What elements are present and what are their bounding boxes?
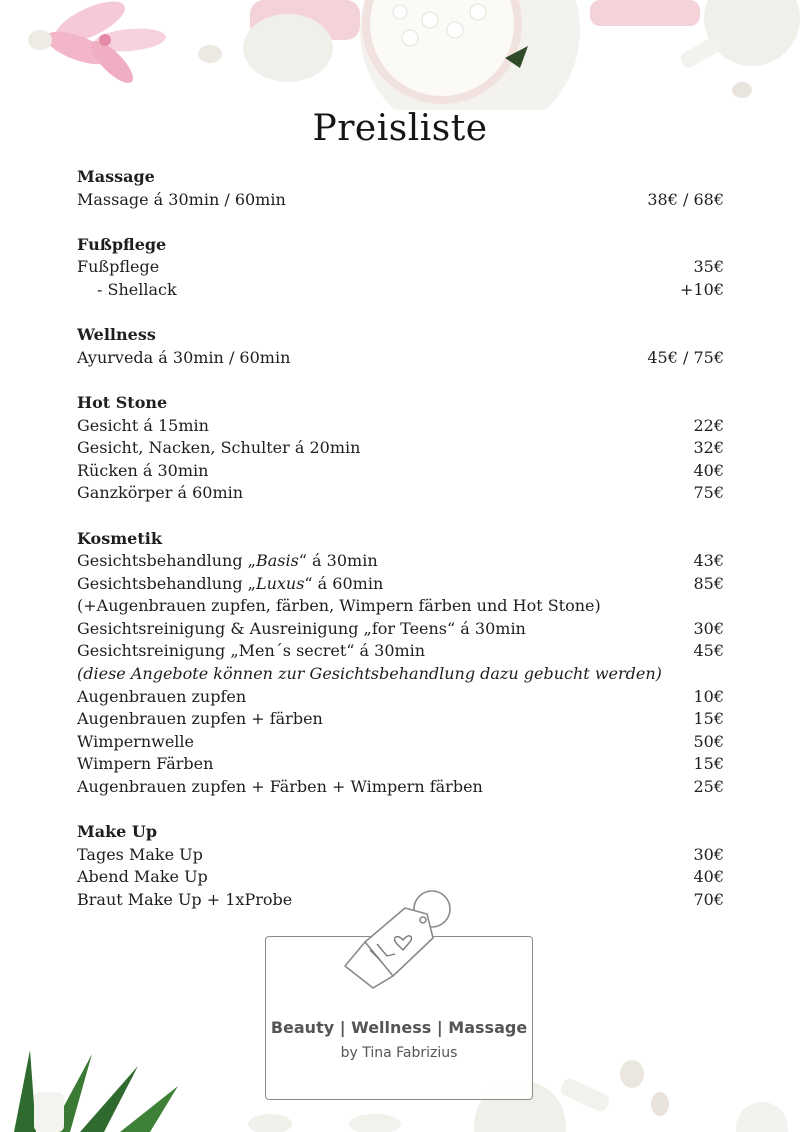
- service-price: 75€: [693, 483, 724, 503]
- service-label: Gesicht, Nacken, Schulter á 20min: [77, 438, 361, 458]
- service-label: - Shellack: [97, 279, 177, 299]
- price-row: [77, 640, 724, 663]
- service-label: Rücken á 30min: [77, 460, 209, 480]
- section-massage: [77, 166, 724, 211]
- section-wellness: [77, 324, 724, 369]
- price-row: [77, 256, 724, 279]
- label-suffix: “ á 30min: [298, 551, 378, 571]
- service-price: 15€: [693, 754, 724, 774]
- service-label: Augenbrauen zupfen + färben: [77, 709, 323, 729]
- flower-bowl-image: [360, 0, 580, 110]
- service-note-italic: (diese Angebote können zur Gesichtsbehandlung dazu gebucht werden): [77, 664, 662, 684]
- service-label: [77, 550, 378, 573]
- service-price: 40€: [693, 867, 724, 887]
- service-price: 85€: [693, 573, 724, 593]
- page-title: Preisliste: [312, 108, 488, 149]
- price-row: [77, 686, 724, 709]
- service-label: Gesichtsreinigung & Ausreinigung „for Teens“ á 30min: [77, 618, 526, 638]
- service-label: Gesicht á 15min: [77, 415, 209, 435]
- price-row: [77, 460, 724, 483]
- service-price: 45€ / 75€: [647, 347, 724, 367]
- price-row: [77, 573, 724, 596]
- service-label: Massage á 30min / 60min: [77, 189, 286, 209]
- service-price: 35€: [693, 257, 724, 277]
- service-label: Ayurveda á 30min / 60min: [77, 347, 291, 367]
- service-price: 50€: [693, 731, 724, 751]
- service-label: Fußpflege: [77, 257, 160, 277]
- service-price: 45€: [693, 641, 724, 661]
- section-heading: Kosmetik: [77, 528, 162, 548]
- service-label: Augenbrauen zupfen: [77, 686, 247, 706]
- price-row: [77, 279, 724, 302]
- label-emphasis: Basis: [255, 551, 299, 571]
- label-emphasis: Luxus: [255, 573, 305, 593]
- price-row: [77, 776, 724, 799]
- service-price: +10€: [680, 279, 724, 299]
- price-row: [77, 437, 724, 460]
- service-price: 30€: [693, 618, 724, 638]
- section-heading: Wellness: [77, 325, 156, 345]
- service-label: Tages Make Up: [77, 844, 203, 864]
- section-hot-stone: [77, 392, 724, 505]
- price-row: [77, 189, 724, 212]
- service-price: 70€: [693, 890, 724, 909]
- service-label: Augenbrauen zupfen + Färben + Wimpern färben: [77, 777, 483, 797]
- section-heading: Fußpflege: [77, 234, 167, 254]
- service-label: Wimpern Färben: [77, 754, 214, 774]
- label-prefix: Gesichtsbehandlung „: [77, 551, 256, 571]
- service-price: 38€ / 68€: [647, 189, 724, 209]
- label-suffix: “ á 60min: [304, 573, 384, 593]
- service-label: Ganzkörper á 60min: [77, 483, 244, 503]
- price-row: [77, 618, 724, 641]
- service-label: Wimpernwelle: [77, 731, 194, 751]
- price-row: [77, 347, 724, 370]
- price-row: [77, 753, 724, 776]
- section-heading: Hot Stone: [77, 392, 168, 412]
- logo-brand-name: Beauty | Wellness | Massage: [270, 1018, 528, 1037]
- service-price: 32€: [693, 438, 724, 458]
- service-price: 10€: [693, 686, 724, 706]
- lily-flower-image: [42, 0, 167, 89]
- section-kosmetik: [77, 528, 724, 799]
- service-price: 25€: [693, 777, 724, 797]
- price-row: [77, 708, 724, 731]
- service-price: 22€: [693, 415, 724, 435]
- section-heading: Make Up: [77, 822, 158, 842]
- service-label: Gesichtsreinigung „Men´s secret“ á 30min: [77, 641, 426, 661]
- service-label: Braut Make Up + 1xProbe: [77, 890, 293, 909]
- price-row: [77, 731, 724, 754]
- label-prefix: Gesichtsbehandlung „: [77, 573, 256, 593]
- service-price: 30€: [693, 844, 724, 864]
- service-note: (+Augenbrauen zupfen, färben, Wimpern färben und Hot Stone): [77, 596, 601, 616]
- service-price: 40€: [693, 460, 724, 480]
- price-row: [77, 415, 724, 438]
- service-label: [77, 573, 383, 596]
- logo-subtitle: by Tina Fabrizius: [340, 1045, 458, 1061]
- service-label: Abend Make Up: [77, 867, 208, 887]
- price-row: [77, 844, 724, 867]
- service-price: 15€: [693, 709, 724, 729]
- service-price: 43€: [693, 551, 724, 571]
- price-tag-icon: [335, 880, 465, 1000]
- section-heading: Massage: [77, 167, 155, 186]
- price-row: [77, 482, 724, 505]
- spa-decoration-top: [0, 0, 800, 110]
- price-list: [77, 166, 724, 934]
- section-fusspflege: [77, 234, 724, 302]
- price-row: [77, 550, 724, 573]
